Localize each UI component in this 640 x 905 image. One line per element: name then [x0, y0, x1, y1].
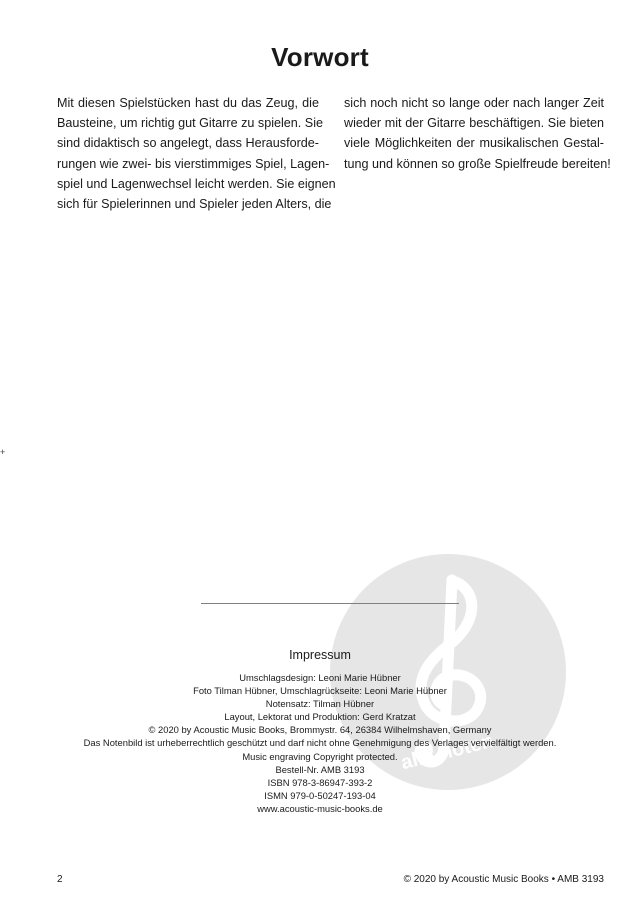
imprint-line: Notensatz: Tilman Hübner	[265, 698, 375, 710]
preface-line: sich für Spielerinnen und Spieler jeden Alters, die	[57, 197, 332, 212]
preface-column-right	[344, 93, 611, 174]
imprint-line: ISBN 978-3-86947-393-2	[267, 776, 373, 788]
imprint-line: ISMN 979-0-50247-193-04	[264, 789, 376, 801]
preface-line: rungen wie zwei- bis vierstimmiges Spiel, Lagen-	[57, 156, 330, 171]
divider-line	[201, 603, 459, 604]
preface-column-left	[57, 93, 336, 214]
imprint-line: Umschlagsdesign: Leoni Marie Hübner	[239, 672, 401, 683]
crop-mark: +	[0, 447, 6, 457]
imprint-line: © 2020 by Acoustic Music Books, Brommystr. 64, 26384 Wilhelmshaven, Germany	[148, 724, 492, 736]
imprint-line: Music engraving Copyright protected.	[242, 750, 398, 762]
footer-copyright: © 2020 by Acoustic Music Books • AMB 3193	[403, 874, 604, 885]
preface-line: sich noch nicht so lange oder nach langer Zeit	[344, 96, 604, 110]
page-title: Vorwort	[271, 42, 369, 72]
imprint-block	[0, 671, 640, 815]
preface-line: wieder mit der Gitarre beschäftigen. Sie bieten	[344, 116, 604, 131]
preface-line: tung und können so große Spielfreude bereiten!	[344, 156, 611, 171]
imprint-line: Layout, Lektorat und Produktion: Gerd Kratzat	[224, 711, 416, 723]
preface-line: sind didaktisch so angelegt, dass Herausforde-	[57, 136, 319, 151]
page-number: 2	[57, 874, 63, 885]
preface-line: spiel und Lagenwechsel leicht werden. Sie eignen	[57, 176, 336, 191]
preface-line: viele Möglichkeiten der musikalischen Gestal-	[344, 136, 604, 151]
imprint-link: www.acoustic-music-books.de	[257, 802, 383, 814]
imprint-line: Das Notenbild ist urheberrechtlich geschützt und darf nicht ohne Genehmigung des Verlages vervielfältigt werden.	[83, 737, 557, 749]
preface-line: Bausteine, um richtig gut Gitarre zu spielen. Sie	[57, 116, 323, 131]
imprint-line: Foto Tilman Hübner, Umschlagrückseite: Leoni Marie Hübner	[193, 685, 447, 697]
svg-text:alle-noten: alle-noten	[398, 730, 496, 775]
preface-line: Mit diesen Spielstücken hast du das Zeug, die	[57, 96, 319, 110]
imprint-heading: Impressum	[289, 648, 351, 662]
imprint-line: Bestell-Nr. AMB 3193	[275, 763, 365, 775]
